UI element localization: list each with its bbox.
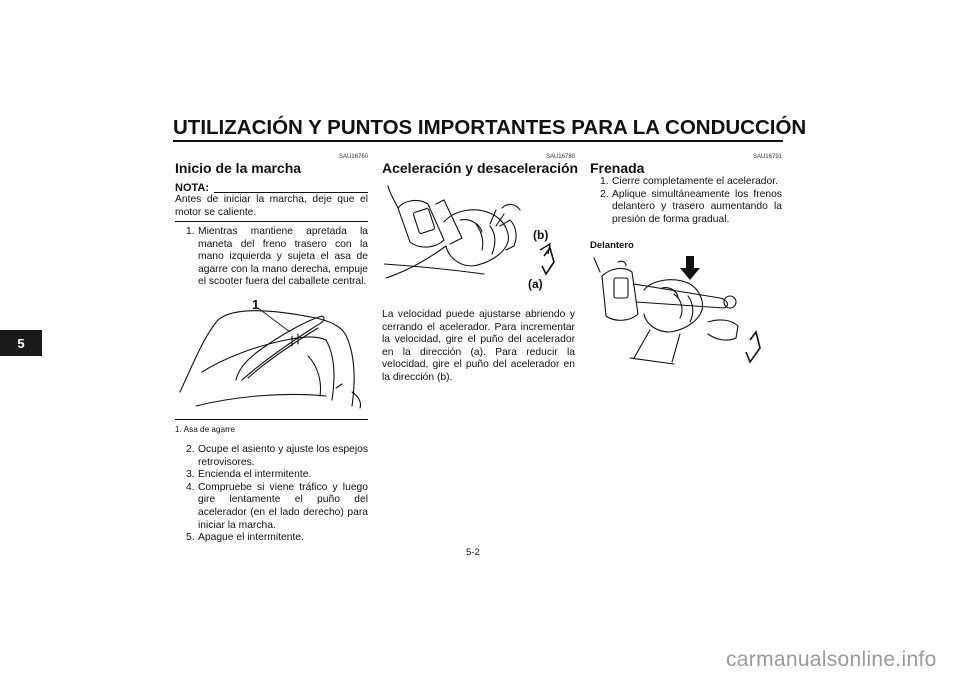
page-number: 5-2 — [466, 547, 480, 558]
list-item: 1. Cierre completamente el acelerador. — [600, 176, 778, 187]
start-steps-1 — [181, 226, 368, 289]
direction-label-b: (b) — [533, 228, 549, 242]
start-steps-2 — [181, 444, 368, 545]
figure-caption: 1. Asa de agarre — [175, 425, 236, 434]
chapter-tab: 5 — [0, 330, 42, 356]
list-item: 2. Ocupe el asiento y ajuste los espejos retrovisores. — [186, 444, 368, 468]
section-code: SAU16760 — [338, 154, 368, 160]
section-code: SAU16780 — [545, 154, 575, 160]
list-item: 3. Encienda el intermitente. — [186, 469, 312, 481]
page-title: UTILIZACIÓN Y PUNTOS IMPORTANTES PARA LA CONDUCCIÓN — [173, 116, 807, 139]
front-brake-subhead: Delantero — [590, 240, 634, 251]
nota-text: Antes de iniciar la marcha, deje que el motor se caliente. — [175, 194, 368, 218]
section-heading: Inicio de la marcha — [175, 160, 302, 176]
caption-rule — [175, 419, 368, 420]
scooter-grab-bar-illustration — [176, 296, 368, 416]
list-item: 1. Mientras mantiene apretada la maneta del freno trasero con la mano izquierda y sujeta el asa de agarre con la mano derecha, empuje el scooter fuera del caballete central. — [186, 226, 368, 288]
nota-label: NOTA: — [175, 182, 210, 194]
nota-bottom-rule — [175, 221, 368, 222]
section-heading: Aceleración y desaceleración — [382, 160, 579, 176]
list-item: 2. Aplique simultáneamente los frenos delantero y trasero aumentando la presión de forma gradual. — [600, 188, 782, 225]
section-code: SAU16791 — [752, 154, 782, 160]
front-brake-illustration — [590, 254, 782, 372]
watermark: carmanualsonline.info — [726, 648, 937, 671]
direction-label-a: (a) — [528, 277, 543, 291]
acceleration-text: La velocidad puede ajustarse abriendo y cerrando el acelerador. Para incrementar la velocidad, gire el puño del acelerador en la dirección (a). Para reducir la velocidad, gire el puño del acelerador en la dirección (b). — [382, 309, 575, 383]
header-rule — [173, 140, 783, 142]
braking-steps — [595, 176, 782, 226]
list-item: 5. Apague el intermitente. — [186, 532, 304, 544]
section-heading: Frenada — [590, 160, 645, 176]
figure-label: 1 — [252, 297, 260, 312]
list-item: 4. Compruebe si viene tráfico y luego gire lentamente el puño del acelerador (en el lado derecho) para iniciar la marcha. — [186, 481, 368, 531]
nota-top-rule — [214, 192, 368, 193]
